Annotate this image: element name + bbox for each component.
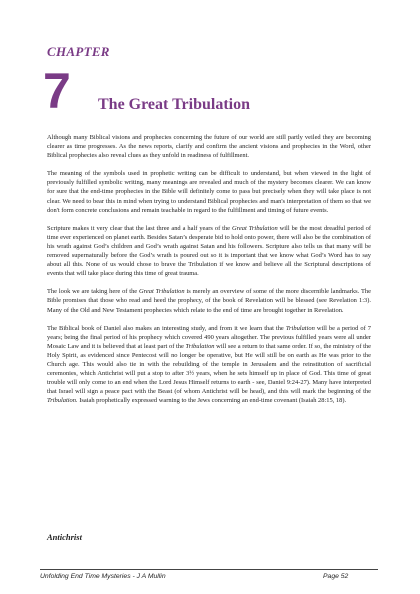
p5-emphasis-1: Tribulation (285, 324, 315, 332)
paragraph-3 (47, 224, 371, 279)
footer-book-title: Unfolding End Time Mysteries - J A Mullin (40, 573, 166, 580)
paragraph-1: Although many Biblical visions and prophecies concerning the future of our world are still partly veiled they are becoming clearer as time progresses. As the news reports, clarify and confirm the ancient visions and prophecies in the Word, other Biblical prophecies also reveal clues as they unfold in readiness of fulfillment. (47, 134, 371, 160)
p4-text-a: The look we are taking here of the (47, 288, 140, 296)
p5-emphasis-2: Tribulation (185, 342, 215, 350)
p5-text-c: will see a return to that same order. If so, the ministry of the Holy Spirit, as evidenced since Pentecost will no longer be operative, but He will still be on earth as He was prior to the Church age. This would also tie in with the rebuilding of the temple in Jerusalem and the reinstitution of sacrificial ceremonies, which Antichrist will put a stop to after 3½ years, when he sets himself up in place of God. This time of great trouble will only come to an end when the Lord Jesus Himself returns to earth - see, Daniel 9:24-27). Many have interpreted that Israel will sign a peace pact with the Beast (of whom Antichrist will be head), and this will mark the beginning of the (47, 342, 372, 396)
chapter-number: 7 (43, 63, 71, 119)
p5-text-a: The Biblical book of Daniel also makes an interesting study, and from it we learn that the (47, 324, 286, 332)
p5-text-b: will be a period of 7 years; being the final period of his prophecy which covered 490 years altogether. The previous fulfilled years were all under Mosaic Law and it is believed that at least part of the (47, 324, 371, 350)
p4-text-b: is merely an overview of some of the more discernible landmarks. The Bible promises that those who read and heed the prophecy, of the book of Revelation will be blessed (see Revelation 1:3). Many of the Old and New Testament prophecies which relate to the end of time are brought together in Revelation. (47, 288, 371, 314)
chapter-label: CHAPTER (47, 44, 110, 59)
p5-text-d: Isaiah prophetically expressed warning to the Jews concerning an end-time covenant (Isaiah 28:15, 18). (77, 397, 347, 405)
paragraph-5 (47, 324, 371, 406)
p3-text-b: will be the most dreadful period of time ever experienced on planet earth. Besides Satan’s desperate bid to hold onto power, there will also be the combination of his wrath against God’s children and God’s wrath against Satan and his followers. Scripture also tells us that many will be removed supernaturally before the God’s wrath is poured out so it is important that we know what God’s Word has to say about all this. None of us would chose to brave the Tribulation if we know and believe all the Scriptural descriptions of events that will take place during this time of great trauma. (47, 224, 371, 278)
p3-emphasis-1: Great Tribulation (231, 224, 278, 232)
footer-rule (40, 569, 378, 570)
p5-emphasis-3: Tribulation. (47, 397, 78, 405)
p3-text-a: Scripture makes it very clear that the last three and a half years of the (47, 224, 232, 232)
paragraph-4 (47, 287, 371, 314)
section-heading: Antichrist (47, 532, 82, 542)
chapter-title: The Great Tribulation (98, 96, 251, 113)
p4-emphasis-1: Great Tribulation (139, 288, 185, 296)
footer-page-number: Page 52 (323, 573, 349, 580)
body-text (47, 133, 371, 414)
paragraph-2: The meaning of the symbols used in prophetic writing can be difficult to understand, but when viewed in the light of previously fulfilled symbolic writing, many meanings are revealed and much of the mystery becomes clearer. We can know for sure that the end-time prophecies in the Bible will definitely come to pass but precisely when they will take place is not clear. We need to bear this in mind when trying to understand Biblical prophecies and man's interpretation of them so that we don't form concrete conclusions and remain teachable in regard to the fulfillment and timing of future events. (47, 170, 371, 214)
